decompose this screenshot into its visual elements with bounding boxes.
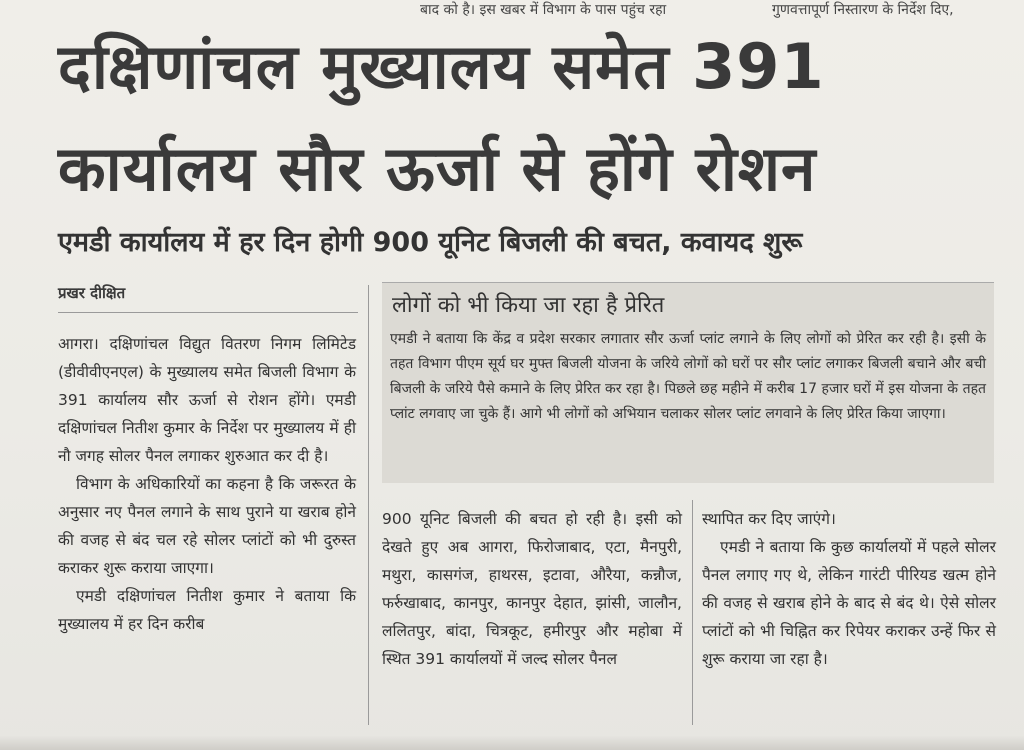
column-1-paragraph-2: विभाग के अधिकारियों का कहना है कि जरूरत के अनुसार नए पैनल लगाने के साथ पुराने या खराब होने की वजह से बंद चल रहे सोलर प्लांटों को भी दुरुस्त कराकर शुरू कराया जाएगा।	[58, 475, 356, 577]
column-1-paragraph-1: आगरा। दक्षिणांचल विद्युत वितरण निगम लिमिटेड (डीवीवीएनएल) के मुख्यालय समेत बिजली विभाग के 391 कार्यालय सौर ऊर्जा से रोशन होंगे। एमडी दक्षिणांचल नितीश कुमार के निर्देश पर मुख्यालय में ही नौ जगह सोलर पैनल लगाकर शुरुआत कर दी है।	[58, 335, 356, 465]
column-divider-1	[368, 285, 369, 725]
top-strip-right-text: गुणवत्तापूर्ण निस्तारण के निर्देश दिए,	[772, 2, 954, 18]
sidebar-box-text: एमडी ने बताया कि केंद्र व प्रदेश सरकार लगातार सौर ऊर्जा प्लांट लगाने के लिए लोगों को प्रेरित कर रही है। इसी के तहत विभाग पीएम सूर्य घर मुफ्त बिजली योजना के जरिये लोगों को घरों पर सौर प्लांट लगाकर बिजली बचाने और बची बिजली के जरिये पैसे कमाने के लिए प्रेरित कर रहा है। पिछले छह महीने में करीब 17 हजार घरों में इस योजना के तहत प्लांट लगवाए जा चुके हैं। आगे भी लोगों को अभियान चलाकर सोलर प्लांट लगवाने के लिए प्रेरित किया जाएगा।	[390, 331, 986, 422]
column-2	[382, 505, 682, 673]
column-2-paragraph-1: 900 यूनिट बिजली की बचत हो रही है। इसी को देखते हुए अब आगरा, फिरोजाबाद, एटा, मैनपुरी, मथुरा, कासगंज, हाथरस, इटावा, औरैया, कन्नौज, फर्रुखाबाद, कानपुर, कानपुर देहात, झांसी, जालौन, ललितपुर, बांदा, चित्रकूट, हमीरपुर और महोबा में स्थित 391 कार्यालयों में जल्द सोलर पैनल	[382, 510, 682, 668]
sidebar-box-title: लोगों को भी किया जा रहा है प्रेरित	[392, 293, 665, 318]
sidebar-box	[382, 282, 994, 483]
headline-line-1: दक्षिणांचल मुख्यालय समेत 391	[58, 30, 825, 103]
column-1-paragraph-3: एमडी दक्षिणांचल नितीश कुमार ने बताया कि मुख्यालय में हर दिन करीब	[58, 587, 356, 633]
bottom-edge	[0, 736, 1024, 750]
headline-line-2: कार्यालय सौर ऊर्जा से होंगे रोशन	[58, 132, 817, 205]
column-3-paragraph-2: एमडी ने बताया कि कुछ कार्यालयों में पहले सोलर पैनल लगाए गए थे, लेकिन गारंटी पीरियड खत्म होने की वजह से खराब होने के बाद से बंद थे। ऐसे सोलर प्लांटों को भी चिह्नित कर रिपेयर कराकर उन्हें फिर से शुरू कराया जा रहा है।	[702, 538, 996, 668]
column-3-paragraph-1: स्थापित कर दिए जाएंगे।	[702, 510, 836, 528]
column-1	[58, 330, 356, 638]
subheadline: एमडी कार्यालय में हर दिन होगी 900 यूनिट बिजली की बचत, कवायद शुरू	[58, 227, 803, 258]
byline: प्रखर दीक्षित	[58, 284, 126, 302]
top-strip-left-text: बाद को है। इस खबर में विभाग के पास पहुंच रहा	[420, 2, 667, 18]
column-divider-2	[692, 500, 693, 725]
column-3	[702, 505, 996, 673]
top-strip	[0, 0, 1024, 22]
byline-rule	[58, 312, 358, 313]
